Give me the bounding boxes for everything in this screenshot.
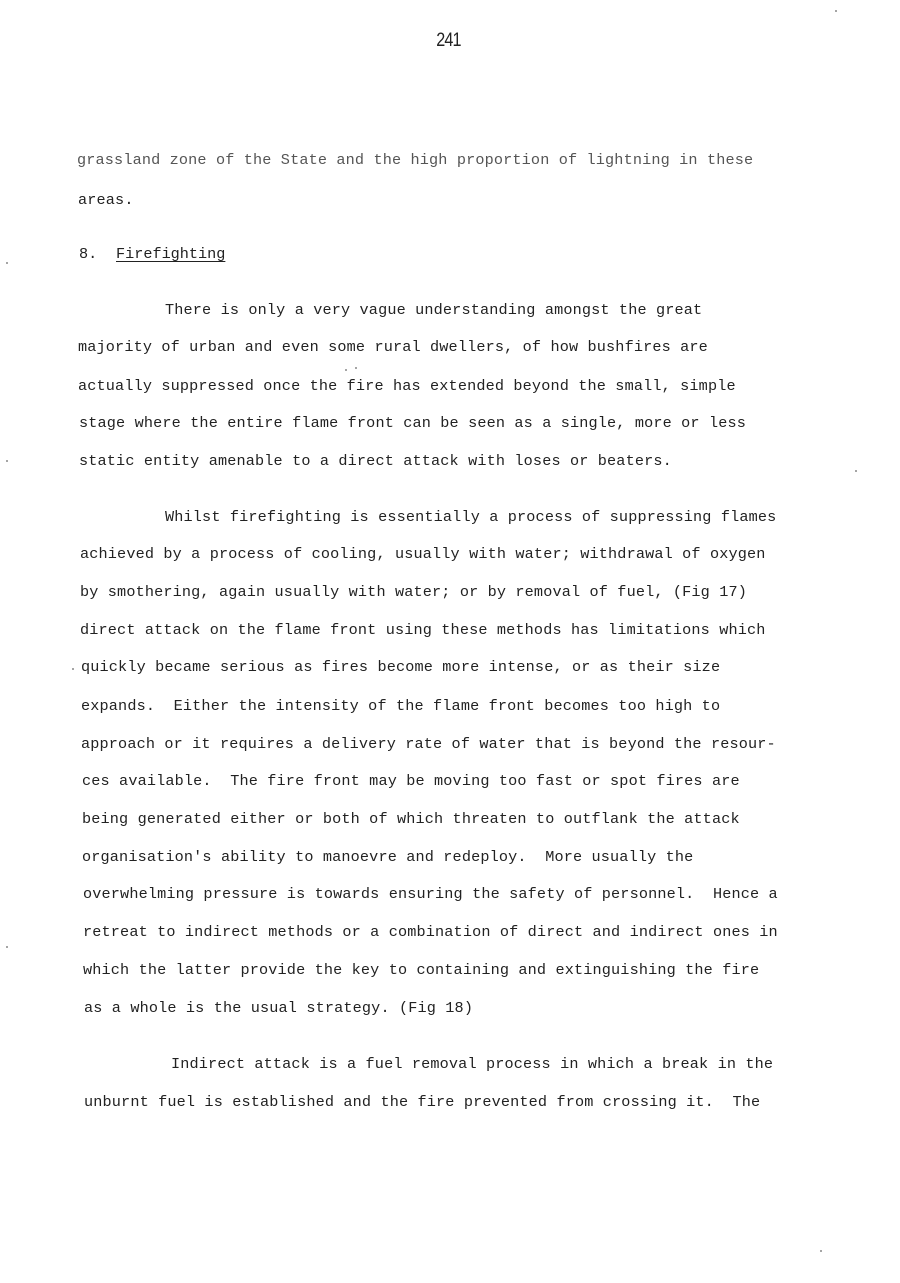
paragraph-line: Indirect attack is a fuel removal process in which a break in the [171,1055,774,1073]
paragraph-line: ces available. The fire front may be moving too fast or spot fires are [82,772,740,790]
paragraph-line: achieved by a process of cooling, usually with water; withdrawal of oxygen [80,545,766,563]
paragraph-line: direct attack on the flame front using these methods has limitations which [80,621,766,639]
paragraph-line: expands. Either the intensity of the flame front becomes too high to [81,697,721,715]
paragraph-line: which the latter provide the key to containing and extinguishing the fire [83,961,760,979]
scan-speck [835,10,837,12]
scan-speck [6,262,8,264]
paragraph-line: by smothering, again usually with water; or by removal of fuel, (Fig 17) [80,583,748,601]
paragraph-line: quickly became serious as fires become more intense, or as their size [81,658,721,676]
paragraph-line: static entity amenable to a direct attack with loses or beaters. [79,452,672,470]
scan-speck [355,367,357,369]
paragraph-line: as a whole is the usual strategy. (Fig 18) [84,999,474,1017]
scan-speck [6,460,8,462]
paragraph-line: Whilst firefighting is essentially a process of suppressing flames [165,508,777,526]
paragraph-line: There is only a very vague understanding amongst the great [165,301,703,319]
paragraph-line: retreat to indirect methods or a combination of direct and indirect ones in [83,923,778,941]
paragraph-line: approach or it requires a delivery rate of water that is beyond the resour- [81,735,776,753]
continuation-line: grassland zone of the State and the high proportion of lightning in these [77,151,754,169]
paragraph-line: majority of urban and even some rural dwellers, of how bushfires are [78,338,708,356]
paragraph-line: overwhelming pressure is towards ensuring the safety of personnel. Hence a [83,885,778,903]
paragraph-line: unburnt fuel is established and the fire prevented from crossing it. The [84,1093,761,1111]
scan-speck [820,1250,822,1252]
paragraph-line: actually suppressed once the fire has extended beyond the small, simple [78,377,736,395]
scan-speck [6,946,8,948]
paragraph-line: being generated either or both of which threaten to outflank the attack [82,810,740,828]
section-number: 8. [79,245,98,263]
page-number: 241 [436,30,461,51]
scan-speck [72,668,74,670]
section-title: Firefighting [116,245,226,263]
scan-speck [345,369,347,371]
paragraph-line: stage where the entire flame front can be seen as a single, more or less [79,414,747,432]
continuation-line: areas. [78,191,134,209]
scan-speck [855,470,857,472]
paragraph-line: organisation's ability to manoevre and redeploy. More usually the [82,848,694,866]
